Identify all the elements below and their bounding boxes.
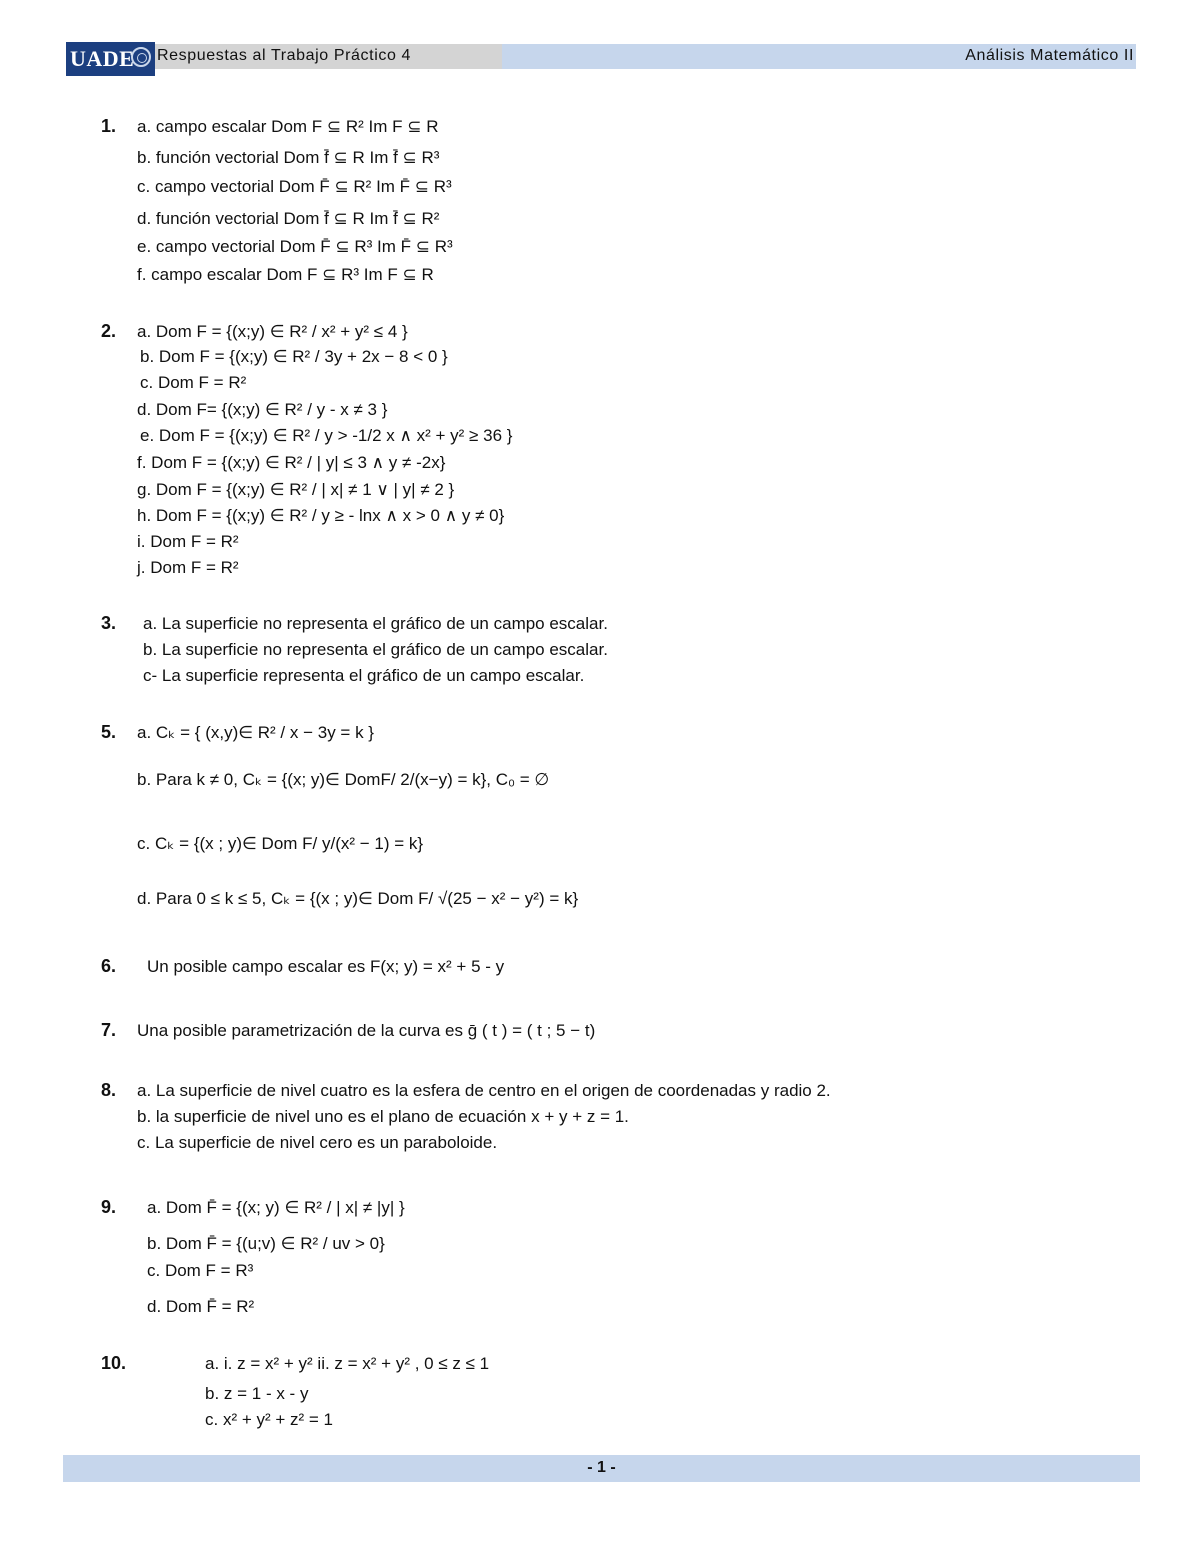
- answer-line: a. Dom F = {(x;y) ∈ R² / x² + y² ≤ 4 }: [137, 322, 408, 341]
- answer-line: e. campo vectorial Dom F̄ ⊆ R³ Im F̄ ⊆ R³: [137, 237, 453, 256]
- subject-title: Análisis Matemático II: [965, 47, 1134, 64]
- answer-line: c. Cₖ = {(x ; y)∈ Dom F/ y/(x² − 1) = k}: [137, 834, 424, 853]
- answer-line: d. Para 0 ≤ k ≤ 5, Cₖ = {(x ; y)∈ Dom F/ √(25 − x² − y²) = k}: [137, 889, 579, 908]
- answer-line: c. x² + y² + z² = 1: [205, 1410, 334, 1429]
- answer-line: h. Dom F = {(x;y) ∈ R² / y ≥ - lnx ∧ x > 0 ∧ y ≠ 0}: [137, 506, 505, 525]
- answer-line: b. z = 1 - x - y: [205, 1384, 309, 1403]
- answer-line: b. Para k ≠ 0, Cₖ = {(x; y)∈ DomF/ 2/(x−y) = k}, C₀ = ∅: [137, 770, 550, 789]
- answer-line: Un posible campo escalar es F(x; y) = x² + 5 - y: [147, 957, 505, 976]
- item-number: 3.: [101, 613, 117, 633]
- answer-line: a. La superficie no representa el gráfico de un campo escalar.: [143, 614, 608, 633]
- answer-line: a. campo escalar Dom F ⊆ R² Im F ⊆ R: [137, 117, 439, 136]
- answer-line: b. Dom F̄ = {(u;v) ∈ R² / uv > 0}: [147, 1234, 385, 1253]
- page-number: - 1 -: [587, 1459, 616, 1476]
- answer-line: b. función vectorial Dom f̄ ⊆ R Im f̄ ⊆ R³: [137, 148, 440, 167]
- answer-line: Una posible parametrización de la curva es ḡ ( t ) = ( t ; 5 − t): [137, 1021, 596, 1040]
- answer-line: i. Dom F = R²: [137, 532, 239, 551]
- answer-line: d. Dom F̄ = R²: [147, 1297, 255, 1316]
- item-number: 6.: [101, 956, 117, 976]
- answer-line: c. Dom F = R³: [147, 1261, 254, 1280]
- answer-line: c. La superficie de nivel cero es un paraboloide.: [137, 1133, 498, 1152]
- answer-line: f. campo escalar Dom F ⊆ R³ Im F ⊆ R: [137, 265, 434, 284]
- answer-line: a. La superficie de nivel cuatro es la esfera de centro en el origen de coordenadas y radio 2.: [137, 1081, 831, 1100]
- item-number: 5.: [101, 722, 117, 742]
- item-number: 10.: [101, 1353, 127, 1373]
- answer-line: d. Dom F= {(x;y) ∈ R² / y - x ≠ 3 }: [137, 400, 388, 419]
- item-number: 8.: [101, 1080, 117, 1100]
- answer-line: e. Dom F = {(x;y) ∈ R² / y > -1/2 x ∧ x² + y² ≥ 36 }: [140, 426, 513, 445]
- answer-line: b. Dom F = {(x;y) ∈ R² / 3y + 2x − 8 < 0 }: [140, 347, 448, 366]
- answer-line: a. i. z = x² + y² ii. z = x² + y² , 0 ≤ z ≤ 1: [205, 1354, 490, 1373]
- item-number: 2.: [101, 321, 117, 341]
- uade-logo: [66, 42, 155, 76]
- answer-line: a. Dom F̄ = {(x; y) ∈ R² / | x| ≠ |y| }: [147, 1198, 405, 1217]
- answer-line: g. Dom F = {(x;y) ∈ R² / | x| ≠ 1 ∨ | y| ≠ 2 }: [137, 480, 455, 499]
- logo-text: UADE: [70, 46, 135, 71]
- answer-line: c. Dom F = R²: [140, 373, 247, 392]
- item-number: 9.: [101, 1197, 117, 1217]
- answer-line: c- La superficie representa el gráfico de un campo escalar.: [143, 666, 585, 685]
- answer-line: f. Dom F = {(x;y) ∈ R² / | y| ≤ 3 ∧ y ≠ -2x}: [137, 453, 446, 472]
- answer-line: d. función vectorial Dom f̄ ⊆ R Im f̄ ⊆ R²: [137, 209, 440, 228]
- answer-line: a. Cₖ = { (x,y)∈ R² / x − 3y = k }: [137, 723, 374, 742]
- answer-line: b. La superficie no representa el gráfico de un campo escalar.: [143, 640, 608, 659]
- seal-icon: [131, 47, 151, 67]
- answer-line: j. Dom F = R²: [137, 558, 239, 577]
- item-number: 1.: [101, 116, 117, 136]
- document-title: Respuestas al Trabajo Práctico 4: [157, 47, 411, 64]
- answer-line: b. la superficie de nivel uno es el plano de ecuación x + y + z = 1.: [137, 1107, 629, 1126]
- item-number: 7.: [101, 1020, 117, 1040]
- page-footer: [63, 1455, 1140, 1482]
- answer-line: c. campo vectorial Dom F̄ ⊆ R² Im F̄ ⊆ R³: [137, 177, 452, 196]
